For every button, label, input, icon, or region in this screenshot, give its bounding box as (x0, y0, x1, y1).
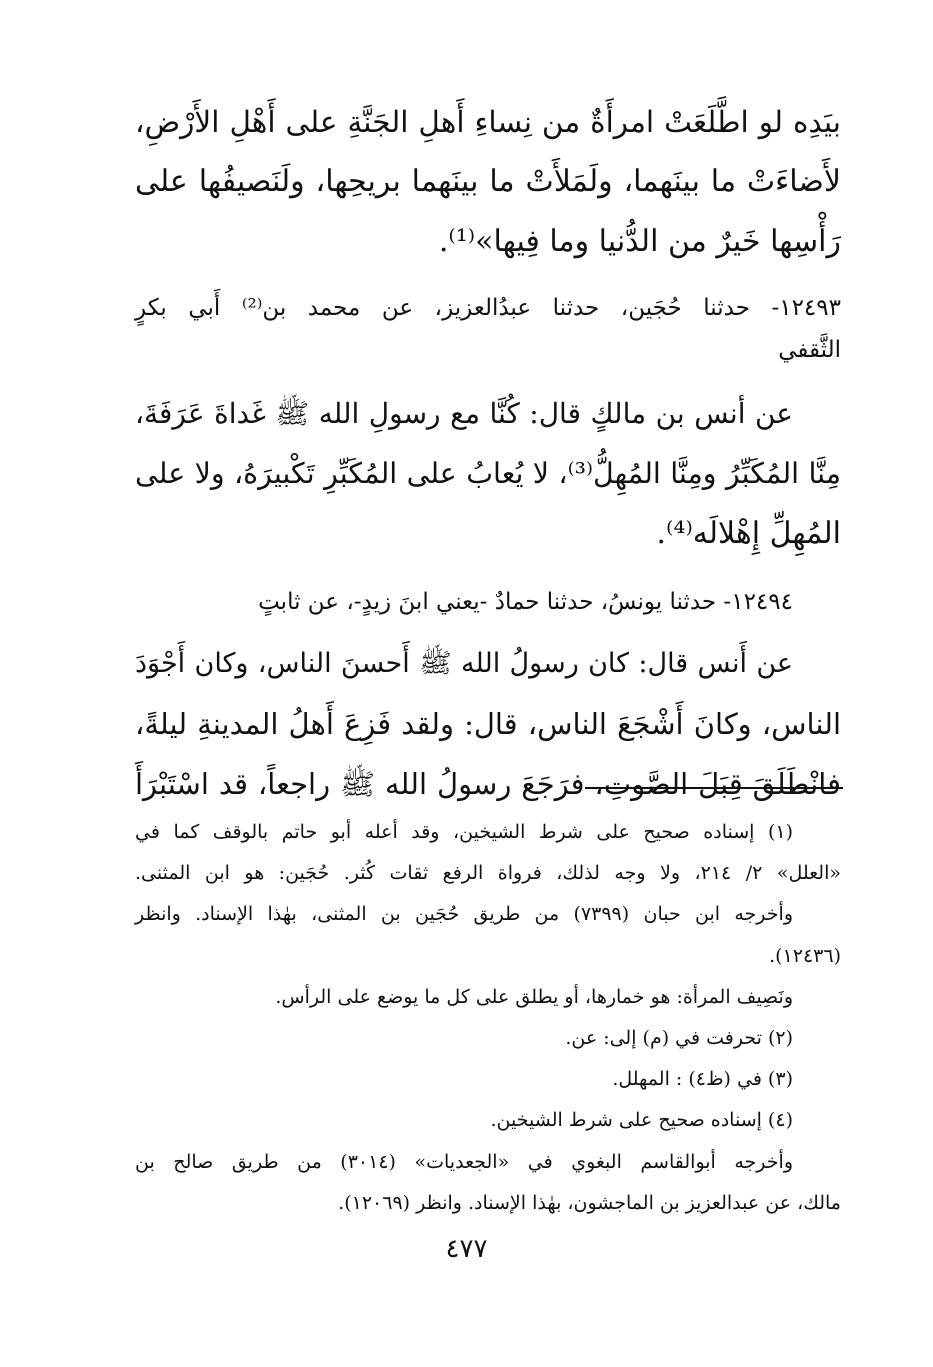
footnote-line: ونَصِيف المرأة: هو خمارها، أو يطلق على كل ما يوضع على الرأس. (275, 985, 793, 1008)
text-line: فانْطَلَقَ قِبَلَ الصَّوتِ، فرَجَعَ رسولُ الله ﷺ راجعاً، قد اسْتَبْرَأَ (135, 767, 841, 801)
text-line: مِنَّا المُكَبِّرُ ومِنَّا المُهِلُّ⁽³⁾، لا يُعابُ على المُكَبِّرِ تَكْبيرَهُ، ولا على (135, 457, 841, 490)
text-line: الناس، وكانَ أَشْجَعَ الناس، قال: ولقد فَزِعَ أَهلُ المدينةِ ليلةً، (135, 707, 841, 741)
footnote-line: (١٢٤٣٦). (769, 944, 841, 967)
text-line: عن أنس بن مالكٍ قال: كُنَّا مع رسولِ الله ﷺ غَداةَ عَرَفَةَ، (135, 397, 793, 430)
page-number: ٤٧٧ (445, 1234, 488, 1264)
footnote-line: (٤) إسناده صحيح على شرط الشيخين. (490, 1109, 793, 1132)
text-line: رَأْسِها خَيرٌ من الدُّنيا وما فِيها»⁽¹⁾. (438, 224, 841, 259)
text-line: المُهِلِّ إِهْلالَه⁽⁴⁾. (656, 516, 841, 551)
footnote-separator (585, 787, 843, 789)
footnote-line: (١) إسناده صحيح على شرط الشيخين، وقد أعله أبو حاتم بالوقف كما في (135, 821, 793, 843)
footnote-line: «العلل» ٢/ ٢١٤، ولا وجه لذلك، فرواة الرفع ثقات كُثر. حُجَين: هو ابن المثنى. (135, 862, 841, 885)
footnote-line: (٢) تحرفت في (م) إلى: عن. (565, 1026, 793, 1049)
footnote-line: مالك، عن عبدالعزيز بن الماجشون، بهٰذا الإسناد. وانظر (١٢٠٦٩). (338, 1191, 841, 1214)
main-text (135, 92, 841, 814)
text-line: بيَدِه لو اطَّلَعَتْ امرأَةٌ من نِساءِ أَهلِ الجَنَّةِ على أَهْلِ الأَرْضِ، (135, 105, 841, 139)
hadith-chain-line: الثَّقفي (778, 337, 841, 363)
text-line: عن أَنس قال: كان رسولُ الله ﷺ أَحسنَ الناس، وكان أَجْوَدَ (135, 648, 793, 679)
footnote-line: وأخرجه ابن حبان (٧٣٩٩) من طريق حُجَين بن المثنى، بهٰذا الإسناد. وانظر (135, 903, 793, 926)
hadith-chain-line: ١٢٤٩٤- حدثنا يونسُ، حدثنا حمادٌ -يعني ابنَ زيدٍ-، عن ثابتٍ (258, 589, 793, 615)
footnote-line: وأخرجه أبوالقاسم البغوي في «الجعديات» (٣٠١٤) من طريق صالح بن (135, 1150, 793, 1173)
text-line: لأَضاءَتْ ما بينَهما، ولَمَلأَتْ ما بينَهما بريحِها، ولَنَصيفُها على (135, 164, 841, 199)
hadith-chain-line: ١٢٤٩٣- حدثنا حُجَين، حدثنا عبدُالعزيز، عن محمد بن⁽²⁾ أَبي بكرٍ (135, 295, 841, 321)
footnotes (135, 812, 841, 1224)
footnote-line: (٣) في (ظ٤) : المهلل. (612, 1068, 793, 1091)
